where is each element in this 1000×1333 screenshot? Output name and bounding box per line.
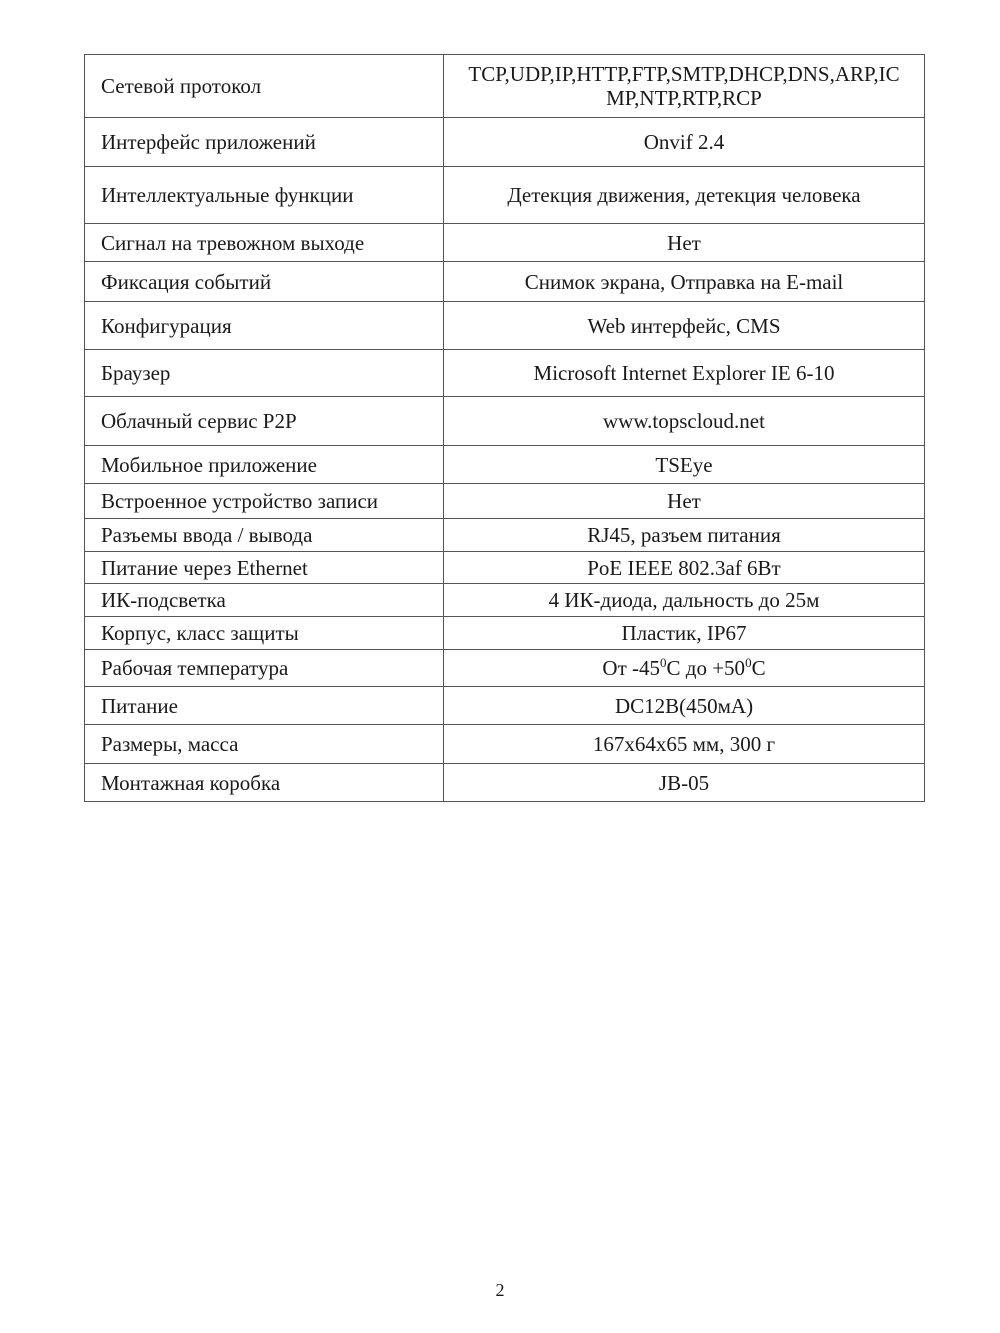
value-power: DC12В(450мА) bbox=[444, 687, 925, 725]
specifications-table bbox=[84, 54, 925, 802]
value-operating-temperature: От $-45^0С$ до $+50^0С$ bbox=[444, 650, 925, 687]
table-row bbox=[85, 764, 925, 802]
param-event-capture: Фиксация событий bbox=[85, 262, 444, 302]
value-mobile-app: TSEye bbox=[444, 446, 925, 484]
value-cloud-service: www.topscloud.net bbox=[444, 397, 925, 446]
value-configuration: Web интерфейс, CMS bbox=[444, 302, 925, 350]
param-configuration: Конфигурация bbox=[85, 302, 444, 350]
value-alarm-output: Нет bbox=[444, 224, 925, 262]
table-row bbox=[85, 118, 925, 167]
page-number: 2 bbox=[495, 1280, 505, 1300]
value-event-capture: Снимок экрана, Отправка на E-mail bbox=[444, 262, 925, 302]
value-app-interface: Onvif 2.4 bbox=[444, 118, 925, 167]
value-smart-functions: Детекция движения, детекция человека bbox=[444, 167, 925, 224]
table-row bbox=[85, 484, 925, 519]
param-dimensions-weight: Размеры, масса bbox=[85, 725, 444, 764]
table-row bbox=[85, 446, 925, 484]
param-mobile-app: Мобильное приложение bbox=[85, 446, 444, 484]
param-power: Питание bbox=[85, 687, 444, 725]
table-row bbox=[85, 617, 925, 650]
table-row bbox=[85, 519, 925, 552]
param-io-connectors: Разъемы ввода / вывода bbox=[85, 519, 444, 552]
table-row bbox=[85, 55, 925, 118]
param-poe: Питание через Ethernet bbox=[85, 552, 444, 584]
table-row bbox=[85, 167, 925, 224]
param-cloud-service: Облачный сервис P2P bbox=[85, 397, 444, 446]
param-browser: Браузер bbox=[85, 350, 444, 397]
value-dimensions-weight: 167x64x65 мм, 300 г bbox=[444, 725, 925, 764]
table-row bbox=[85, 262, 925, 302]
table-row bbox=[85, 650, 925, 687]
param-app-interface: Интерфейс приложений bbox=[85, 118, 444, 167]
value-housing: Пластик, IP67 bbox=[444, 617, 925, 650]
table-row bbox=[85, 224, 925, 262]
value-built-in-recorder: Нет bbox=[444, 484, 925, 519]
table-row bbox=[85, 397, 925, 446]
value-browser: Microsoft Internet Explorer IE 6-10 bbox=[444, 350, 925, 397]
param-housing: Корпус, класс защиты bbox=[85, 617, 444, 650]
table-row bbox=[85, 725, 925, 764]
value-poe: PoE IEEE 802.3af 6Вт bbox=[444, 552, 925, 584]
table-row bbox=[85, 552, 925, 584]
table-row bbox=[85, 687, 925, 725]
table-row bbox=[85, 350, 925, 397]
param-alarm-output: Сигнал на тревожном выходе bbox=[85, 224, 444, 262]
table-row bbox=[85, 302, 925, 350]
param-ir-illumination: ИК-подсветка bbox=[85, 584, 444, 617]
param-operating-temperature: Рабочая температура bbox=[85, 650, 444, 687]
value-ir-illumination: 4 ИК-диода, дальность до 25м bbox=[444, 584, 925, 617]
value-junction-box: JB-05 bbox=[444, 764, 925, 802]
param-network-protocol: Сетевой протокол bbox=[85, 55, 444, 118]
param-smart-functions: Интеллектуальные функции bbox=[85, 167, 444, 224]
table-row bbox=[85, 584, 925, 617]
param-built-in-recorder: Встроенное устройство записи bbox=[85, 484, 444, 519]
value-io-connectors: RJ45, разъем питания bbox=[444, 519, 925, 552]
param-junction-box: Монтажная коробка bbox=[85, 764, 444, 802]
value-network-protocol: TCP,UDP,IP,HTTP,FTP,SMTP,DHCP,DNS,ARP,ICMP,NTP,RTP,RCP bbox=[444, 55, 925, 118]
